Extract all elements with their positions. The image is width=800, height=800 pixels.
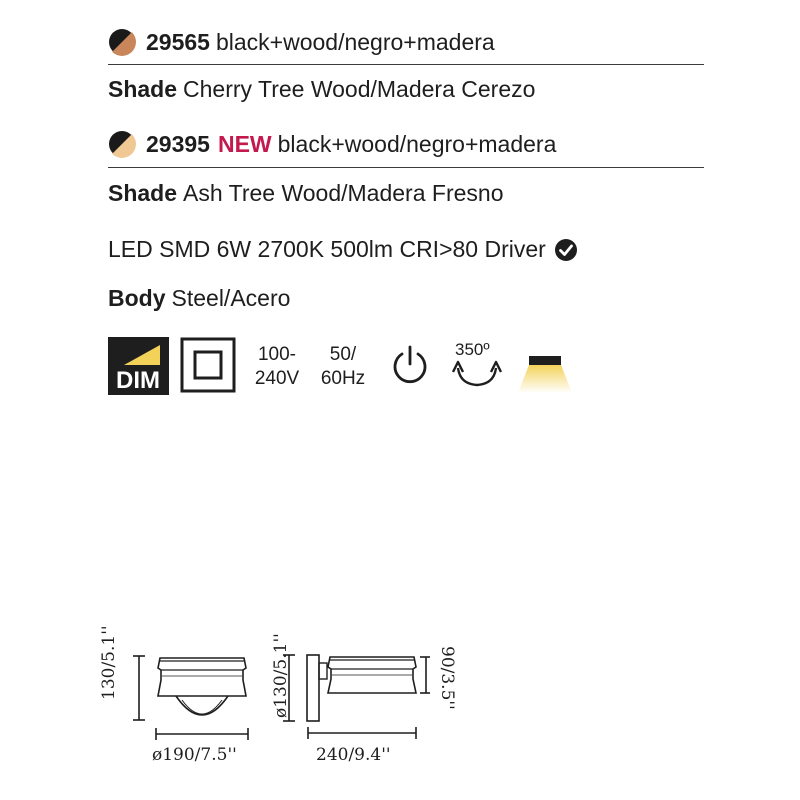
- frequency-spec: [313, 343, 373, 391]
- product-code: 29565: [146, 28, 210, 55]
- frequency-line-1: 50/: [329, 344, 357, 365]
- shade-value: Ash Tree Wood/Madera Fresno: [183, 180, 504, 206]
- voltage-spec: [249, 343, 305, 391]
- voltage-line-2: 240V: [254, 368, 300, 389]
- shade-label: Shade: [108, 180, 178, 206]
- finish-swatch-icon: [108, 130, 136, 158]
- variant-row-29565: [108, 28, 495, 56]
- side-length-label: 240/9.4'': [316, 745, 391, 765]
- dimmable-icon: [108, 337, 169, 395]
- shade-row-1: [108, 76, 535, 103]
- frequency-line-2: 60Hz: [320, 368, 366, 389]
- dim-ramp-icon: [122, 343, 162, 367]
- front-view-drawing: [130, 648, 260, 743]
- shade-label: Shade: [108, 76, 178, 102]
- shade-value: Cherry Tree Wood/Madera Cerezo: [183, 76, 536, 102]
- body-row: [108, 285, 290, 312]
- divider: [108, 167, 704, 168]
- class-ii-insulation-icon: [180, 337, 236, 393]
- downlight-beam-icon: [516, 355, 574, 395]
- body-value: Steel/Acero: [171, 285, 291, 311]
- finish-text: black+wood/negro+madera: [215, 28, 495, 55]
- finish-text: black+wood/negro+madera: [277, 130, 557, 157]
- side-shade-height-label: 90/3.5'': [437, 646, 457, 710]
- front-diameter-label: ø190/7.5'': [152, 745, 237, 765]
- dim-label: DIM: [116, 367, 160, 394]
- variant-row-29395: [108, 130, 556, 158]
- divider: [108, 64, 704, 65]
- body-label: Body: [108, 285, 166, 311]
- finish-swatch-icon: [108, 28, 136, 56]
- side-view-drawing: [280, 645, 430, 743]
- rotation-spec: [452, 340, 502, 390]
- side-height-label: ø130/5.1'': [271, 633, 291, 718]
- check-circle-icon: [554, 238, 578, 262]
- new-badge: NEW: [217, 130, 272, 157]
- led-spec-row: [108, 236, 578, 263]
- rotate-arrow-icon: [452, 358, 502, 390]
- voltage-line-1: 100-: [257, 344, 297, 365]
- shade-row-2: [108, 180, 503, 207]
- product-code: 29395: [146, 130, 210, 157]
- front-height-label: 130/5.1'': [99, 625, 119, 700]
- power-switch-icon: [390, 344, 430, 386]
- rotation-label: 350º: [455, 340, 490, 359]
- led-spec: LED SMD 6W 2700K 500lm CRI>80 Driver: [108, 236, 546, 262]
